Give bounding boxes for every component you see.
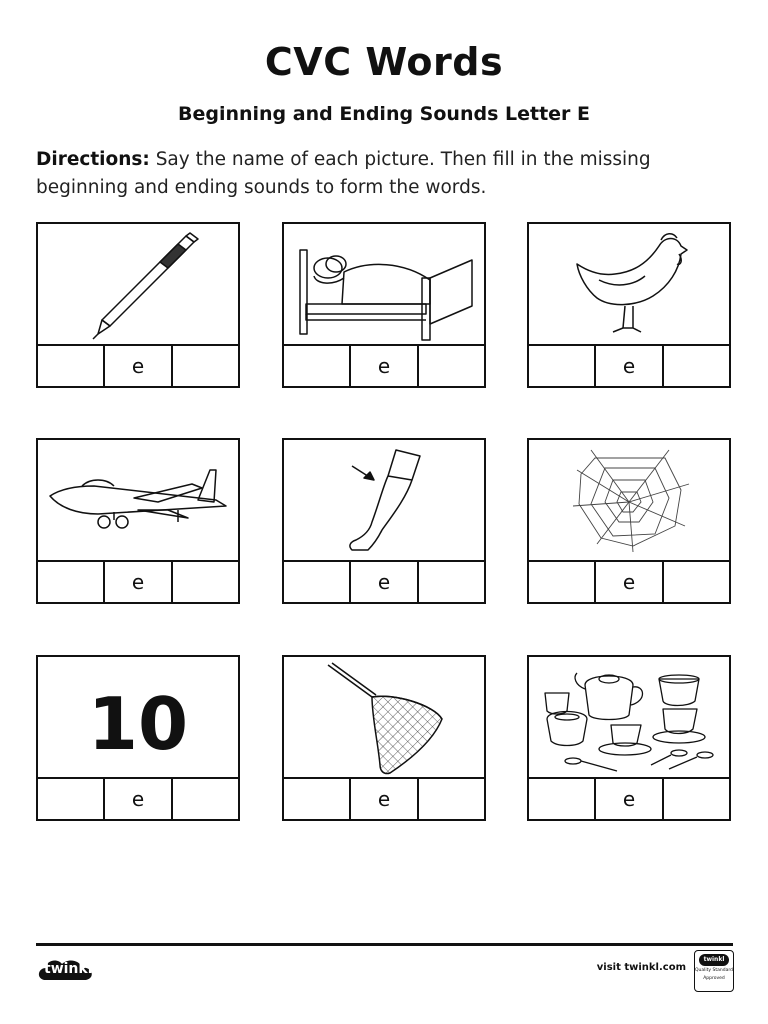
twinkl-logo-text: twinkl: [44, 961, 93, 977]
ending-sound-box[interactable]: [419, 346, 484, 386]
ending-sound-box[interactable]: [173, 562, 238, 602]
middle-letter-box: e: [351, 562, 418, 602]
badge-line1: Quality Standard: [695, 968, 733, 973]
ending-sound-box[interactable]: [173, 346, 238, 386]
middle-letter-box: e: [351, 779, 418, 819]
word-card-hen: [527, 222, 731, 388]
page-title: CVC Words: [264, 40, 504, 84]
beginning-sound-box[interactable]: [529, 562, 596, 602]
beginning-sound-box[interactable]: [284, 346, 351, 386]
ending-sound-box[interactable]: [664, 779, 729, 819]
beginning-sound-box[interactable]: [38, 779, 105, 819]
beginning-sound-box[interactable]: [38, 562, 105, 602]
ending-sound-box[interactable]: [173, 779, 238, 819]
number-ten: 10: [87, 682, 189, 766]
net-icon: [284, 657, 484, 781]
middle-letter-box: e: [105, 562, 172, 602]
middle-letter-box: e: [105, 346, 172, 386]
word-card-net: [282, 655, 486, 821]
jet-icon: [38, 440, 238, 564]
word-card-ten: [36, 655, 240, 821]
footer-divider: [36, 943, 733, 946]
beginning-sound-box[interactable]: [284, 779, 351, 819]
page-subtitle: Beginning and Ending Sounds Letter E: [177, 103, 591, 125]
beginning-sound-box[interactable]: [529, 779, 596, 819]
middle-letter-box: e: [351, 346, 418, 386]
ending-sound-box[interactable]: [664, 346, 729, 386]
middle-letter-box: e: [105, 779, 172, 819]
web-icon: [529, 440, 729, 564]
word-card-web: [527, 438, 731, 604]
beginning-sound-box[interactable]: [38, 346, 105, 386]
tea-set-icon: [529, 657, 729, 781]
badge-title: twinkl: [699, 954, 729, 966]
word-card-pen: [36, 222, 240, 388]
directions: [36, 146, 736, 202]
word-card-bed: [282, 222, 486, 388]
ending-sound-box[interactable]: [419, 562, 484, 602]
directions-text: Say the name of each picture. Then fill in the missing beginning and ending sounds to form the words.: [36, 149, 651, 198]
visit-link[interactable]: visit twinkl.com: [596, 962, 686, 973]
word-card-leg: [282, 438, 486, 604]
ten-icon: [38, 657, 238, 781]
directions-label: Directions:: [36, 149, 150, 170]
middle-letter-box: e: [596, 562, 663, 602]
pen-icon: [38, 224, 238, 348]
word-card-tea-set: [527, 655, 731, 821]
hen-icon: [529, 224, 729, 348]
beginning-sound-box[interactable]: [529, 346, 596, 386]
ending-sound-box[interactable]: [664, 562, 729, 602]
ending-sound-box[interactable]: [419, 779, 484, 819]
middle-letter-box: e: [596, 346, 663, 386]
bed-icon: [284, 224, 484, 348]
word-card-jet: [36, 438, 240, 604]
quality-standard-badge: [694, 950, 734, 992]
beginning-sound-box[interactable]: [284, 562, 351, 602]
middle-letter-box: e: [596, 779, 663, 819]
badge-line2: Approved: [703, 976, 725, 981]
leg-icon: [284, 440, 484, 564]
